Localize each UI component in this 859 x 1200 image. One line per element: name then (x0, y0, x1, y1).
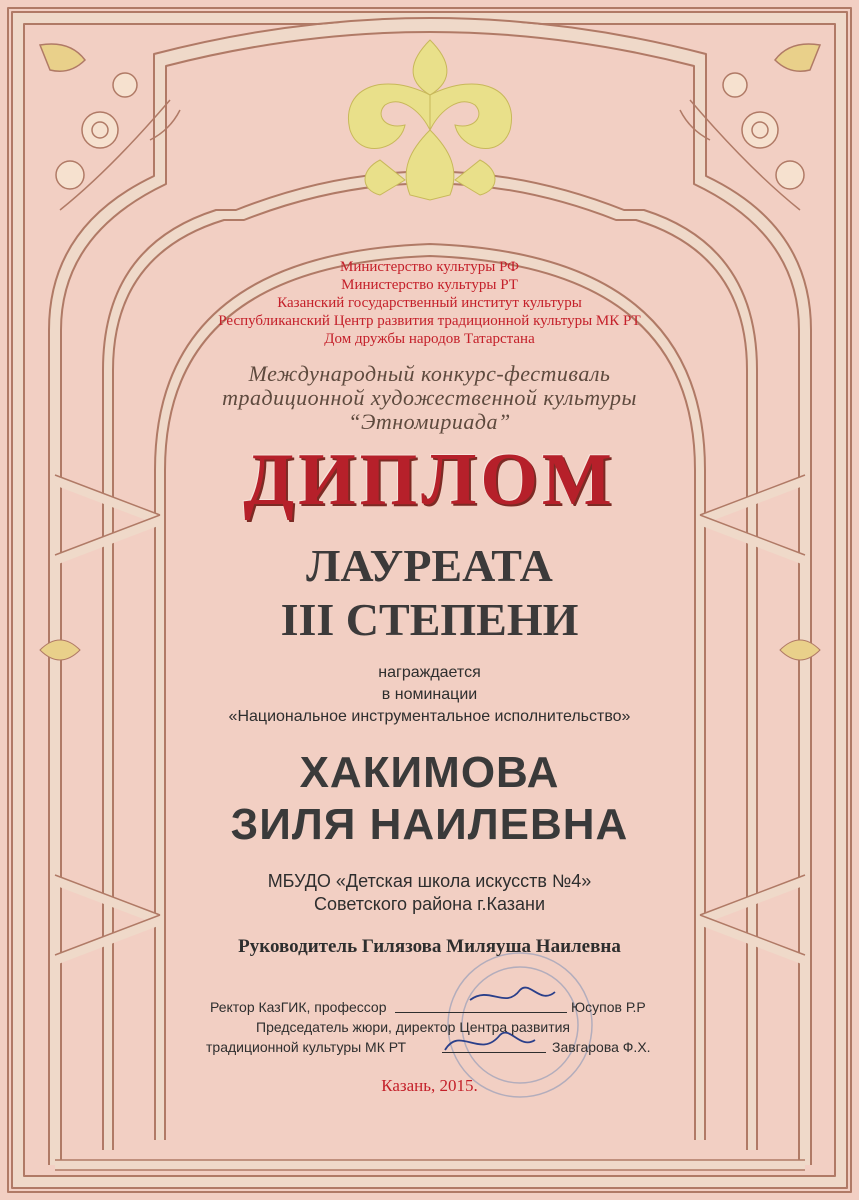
nomination: «Национальное инструментальное исполнительство» (228, 708, 631, 725)
award-text: награждается (378, 664, 481, 681)
festival-title-line: традиционной художественной культуры (222, 385, 637, 410)
rector-name: Юсупов Р.Р (571, 999, 646, 1015)
jury-signature-line (442, 1038, 546, 1053)
festival-name: “Этномириада” (348, 409, 511, 434)
jury-chair-title-cont: традиционной культуры МК РТ (206, 1039, 407, 1055)
organizer-line: Республиканский Центр развития традиционной культуры МК РТ (218, 313, 641, 329)
rector-title: Ректор КазГИК, профессор (210, 999, 387, 1015)
rector-signature-line (395, 998, 567, 1013)
organizer-line: Министерство культуры РФ (339, 259, 520, 275)
organizer-line: Казанский государственный институт культуры (277, 295, 582, 311)
organizer-line: Министерство культуры РТ (341, 277, 518, 293)
institution-line: Советского района г.Казани (313, 894, 546, 914)
diploma-title: ДИПЛОМ (243, 439, 616, 521)
organizer-line: Дом дружбы народов Татарстана (324, 331, 535, 347)
top-ornament (348, 40, 511, 200)
degree-label: III СТЕПЕНИ (280, 594, 579, 645)
jury-chair-title: Председатель жюри, директор Центра развития (256, 1019, 571, 1035)
award-text: в номинации (381, 686, 478, 703)
laureate-label: ЛАУРЕАТА (306, 540, 553, 591)
institution-line: МБУДО «Детская школа искусств №4» (267, 871, 592, 891)
recipient-surname: ХАКИМОВА (299, 748, 560, 797)
place-date: Казань, 2015. (381, 1076, 478, 1095)
recipient-given-names: ЗИЛЯ НАИЛЕВНА (230, 800, 629, 849)
jury-chair-name: Завгарова Ф.Х. (552, 1039, 651, 1055)
festival-title-line: Международный конкурс-фестиваль (248, 361, 611, 386)
leader-line: Руководитель Гилязова Миляуша Наилевна (238, 936, 621, 957)
